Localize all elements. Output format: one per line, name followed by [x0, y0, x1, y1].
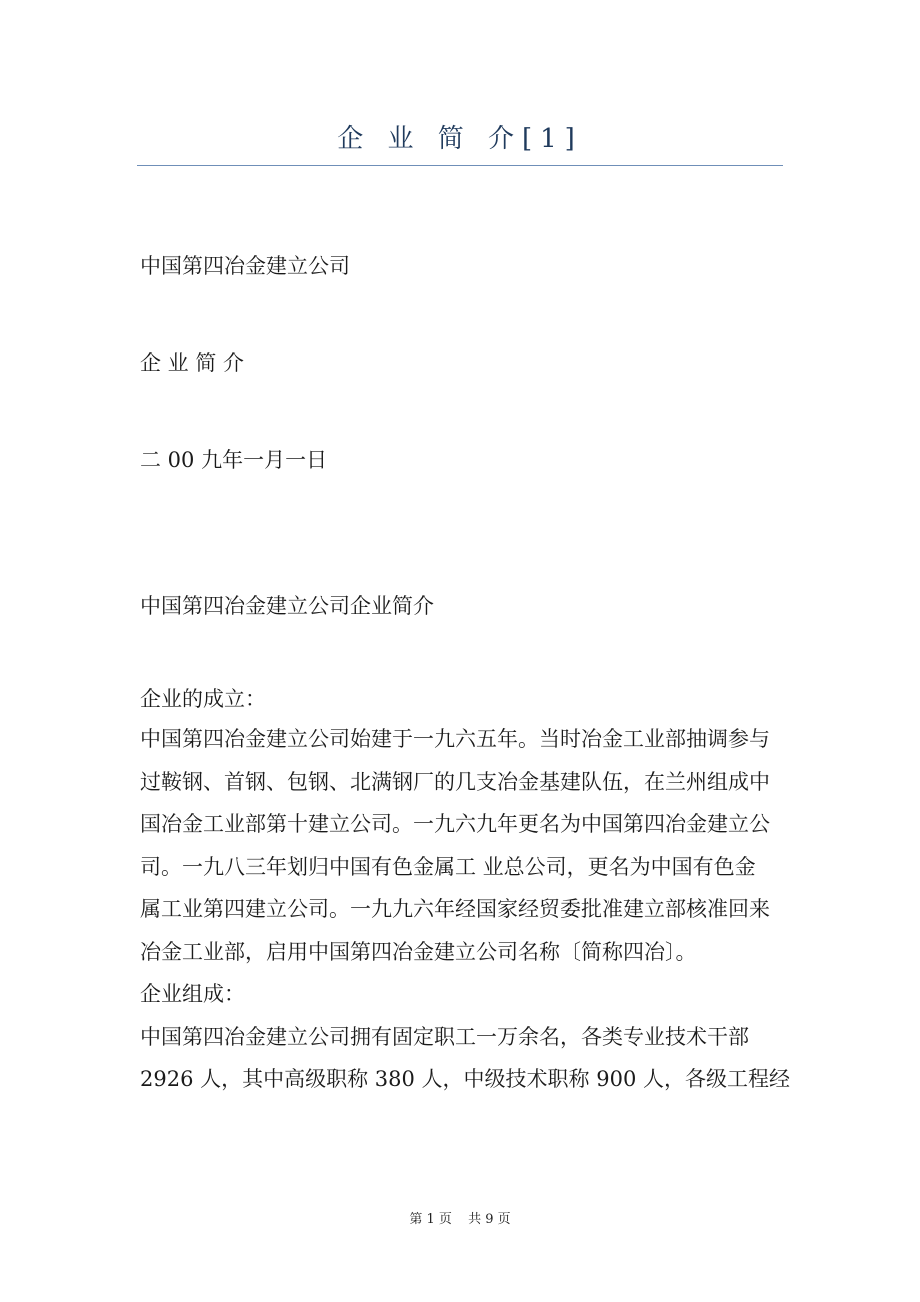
- section-heading: 中国第四冶金建立公司企业简介: [140, 594, 434, 618]
- composition-label: 企业组成：: [140, 982, 245, 1006]
- paragraph-line: 国冶金工业部第十建立公司。一九六九年更名为中国第四冶金建立公: [140, 812, 770, 836]
- paragraph-line: 过鞍钢、首钢、包钢、北满钢厂的几支冶金基建队伍，在兰州组成中: [140, 769, 770, 794]
- company-name: 中国第四冶金建立公司: [140, 254, 350, 278]
- paragraph-line: 冶金工业部，启用中国第四冶金建立公司名称〔简称四冶〕。: [140, 939, 697, 964]
- document-title: 企 业 简 介[1]: [337, 124, 583, 154]
- document-date: 二 00 九年一月一日: [140, 448, 328, 472]
- page-number: 第 1 页: [409, 1212, 452, 1227]
- title-divider: [137, 165, 783, 166]
- page-total: 共 9 页: [468, 1212, 511, 1227]
- establishment-paragraph: [140, 718, 790, 1101]
- paragraph-line: 司。一九八三年划归中国有色金属工 业总公司，更名为中国有色金: [140, 854, 756, 879]
- paragraph-line: 属工业第四建立公司。一九九六年经国家经贸委批准建立部核准回来: [140, 897, 770, 921]
- subtitle: 企 业 简 介: [140, 351, 245, 375]
- paragraph-line: 中国第四冶金建立公司始建于一九六五年。当时冶金工业部抽调参与: [140, 727, 770, 751]
- paragraph-line: 2926 人，其中高级职称 380 人，中级技术职称 900 人，各级工程经: [140, 1067, 790, 1091]
- establishment-label: 企业的成立：: [140, 687, 266, 711]
- page-footer: [0, 1208, 920, 1227]
- paragraph-line: 中国第四冶金建立公司拥有固定职工一万余名，各类专业技术干部: [140, 1024, 749, 1049]
